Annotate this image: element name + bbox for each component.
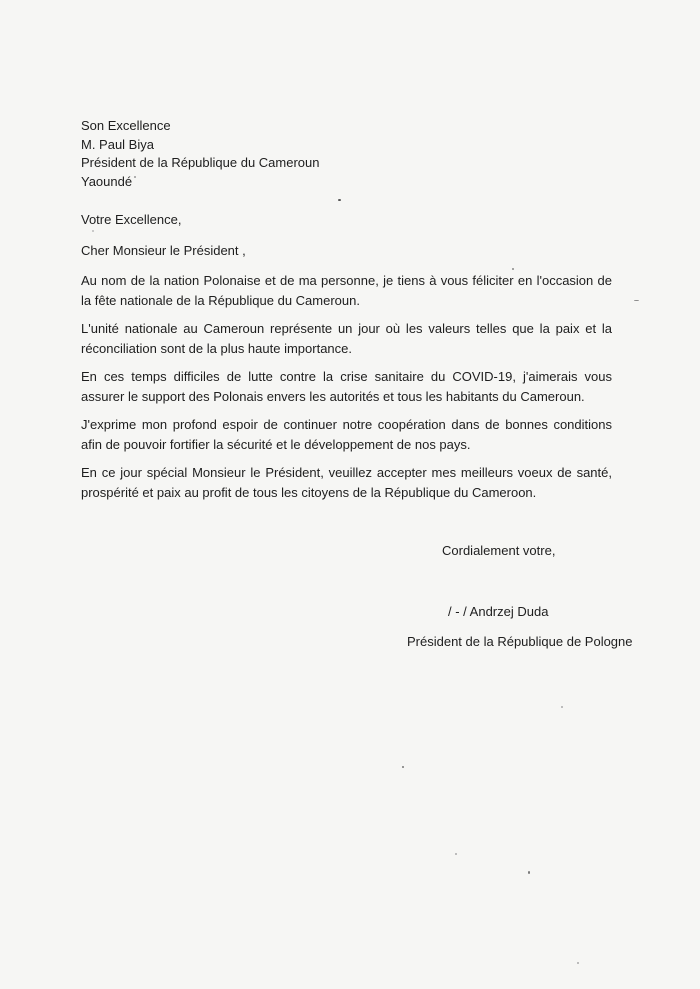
body-paragraph-4: J'exprime mon profond espoir de continuer notre coopération dans de bonnes conditions afin de pouvoir fortifier la sécurité et le développement de nos pays.	[81, 417, 612, 452]
scan-speck	[561, 706, 563, 708]
scan-speck	[577, 962, 579, 964]
addressee-title: Président de la République du Cameroun	[81, 155, 320, 170]
scan-speck	[455, 853, 457, 855]
signatory-title: Président de la République de Pologne	[407, 634, 633, 649]
scan-speck	[512, 268, 514, 270]
addressee-name: M. Paul Biya	[81, 136, 154, 152]
scan-speck	[92, 230, 94, 232]
addressee-city: Yaoundé	[81, 173, 133, 189]
addressee-block	[81, 117, 320, 191]
salutation-formal: Votre Excellence,	[81, 212, 182, 227]
salutation-personal: Cher Monsieur le Président ,	[81, 243, 246, 258]
scan-speck	[402, 766, 404, 768]
addressee-honorific: Son Excellence	[81, 118, 171, 133]
body-paragraph-3: En ces temps difficiles de lutte contre la crise sanitaire du COVID-19, j'aimerais vous assurer le support des Polonais envers les autorités et tous les habitants du Cameroun.	[81, 369, 612, 404]
scan-speck	[634, 300, 639, 301]
valediction: Cordialement votre,	[442, 543, 556, 558]
scan-speck	[338, 199, 341, 201]
body-paragraph-2: L'unité nationale au Cameroun représente un jour où les valeurs telles que la paix et la réconciliation sont de la plus haute importance.	[81, 321, 612, 356]
body-paragraph-1: Au nom de la nation Polonaise et de ma personne, je tiens à vous féliciter en l'occasion de la fête nationale de la République du Cameroun.	[81, 273, 612, 308]
body-paragraph-5: En ce jour spécial Monsieur le Président, veuillez accepter mes meilleurs voeux de santé, prospérité et paix au profit de tous les citoyens de la République du Cameroon.	[81, 465, 612, 500]
scan-speck	[134, 176, 136, 178]
signature: / - / Andrzej Duda	[448, 604, 549, 619]
scan-speck	[528, 871, 530, 874]
